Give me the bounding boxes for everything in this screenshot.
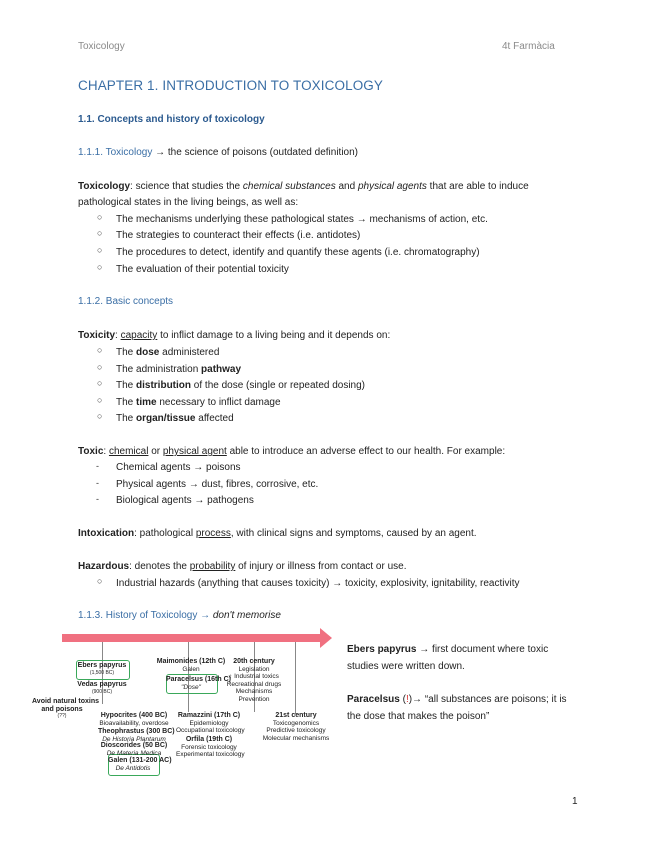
list-item: Industrial hazards (anything that causes toxicity) → toxicity, explosivity, ignitability, reactivity xyxy=(116,578,520,589)
paracelsus-note: Paracelsus (!)→ “all substances are poisons; it is xyxy=(347,694,567,705)
page-number: 1 xyxy=(572,796,578,807)
ebers-note-line2: studies were written down. xyxy=(347,661,465,672)
dash-bullet-icon: - xyxy=(96,478,99,488)
orfila-label: Orfila (19th C) Forensic toxicology Experimental toxicology xyxy=(176,736,245,758)
21st-century-label: 21st century Toxicogenomics Predictive toxicology Molecular mechanisms xyxy=(262,712,330,742)
list-item: The dose administered xyxy=(116,347,220,358)
toxic-definition: Toxic: chemical or physical agent able to introduce an adverse effect to our health. For example: xyxy=(78,446,506,457)
circle-bullet-icon: ○ xyxy=(97,395,103,405)
connector-line xyxy=(295,642,296,714)
paracelsus-label: Paracelsus (16th C) "Dose" xyxy=(166,676,231,691)
dioscorides-label: Dioscorides (50 BC) De Materia Medica xyxy=(100,742,168,757)
header-right: 4t Farmàcia xyxy=(502,41,555,52)
hypocrites-label: Hypocrites (400 BC) Bioavailability, overdose xyxy=(99,712,169,727)
history-timeline-figure xyxy=(30,628,336,778)
circle-bullet-icon: ○ xyxy=(97,362,103,372)
circle-bullet-icon: ○ xyxy=(97,228,103,238)
toxicology-definition-line2: pathological states in the living beings, as well as: xyxy=(78,197,299,208)
timeline-arrow-bar xyxy=(62,634,322,642)
ebers-papyrus-label: Ebers papyrus (1,500 BC) xyxy=(77,662,127,676)
list-item: The administration pathway xyxy=(116,364,242,375)
theophrastus-label: Theophrastus (300 BC) De Historia Plantarum xyxy=(98,728,175,743)
exclamation-mark: ! xyxy=(405,694,409,705)
dash-bullet-icon: - xyxy=(96,494,99,504)
avoid-natural-toxins-label: Avoid natural toxins and poisons (??) xyxy=(32,698,100,719)
ramazzini-label: Ramazzini (17th C) Epidemiology Occupational toxicology xyxy=(176,712,245,734)
circle-bullet-icon: ○ xyxy=(97,411,103,421)
circle-bullet-icon: ○ xyxy=(97,345,103,355)
section-heading: 1.1. Concepts and history of toxicology xyxy=(78,114,265,125)
list-item: Biological agents → pathogens xyxy=(116,495,254,506)
list-item: The time necessary to inflict damage xyxy=(116,397,281,408)
circle-bullet-icon: ○ xyxy=(97,576,103,586)
arrow-head-icon xyxy=(320,628,332,648)
toxicology-definition: Toxicology: science that studies the chemical substances and physical agents that are able to induce xyxy=(78,181,529,192)
list-item: The strategies to counteract their effects (i.e. antidotes) xyxy=(116,230,361,241)
paracelsus-note-line2: the dose that makes the poison” xyxy=(347,711,490,722)
list-item: The mechanisms underlying these pathological states → mechanisms of action, etc. xyxy=(116,214,488,225)
20th-century-label: 20th century Legislation ↑ Industrial toxics Recreational drugs Mechanisms Prevention xyxy=(226,658,282,703)
hazardous-definition: Hazardous: denotes the probability of injury or illness from contact or use. xyxy=(78,561,407,572)
galen-label: Galen (131-200 AC) De Antidotis xyxy=(108,757,172,772)
list-item: The evaluation of their potential toxicity xyxy=(116,264,289,275)
subsection-1-1-1: 1.1.1. Toxicology → the science of poisons (outdated definition) xyxy=(78,147,359,158)
circle-bullet-icon: ○ xyxy=(97,245,103,255)
list-item: The procedures to detect, identify and quantify these agents (i.e. chromatography) xyxy=(116,247,480,258)
list-item: The organ/tissue affected xyxy=(116,413,234,424)
vedas-papyrus-label: Vedas papyrus (900 BC) xyxy=(77,681,127,695)
intoxication-definition: Intoxication: pathological process, with clinical signs and symptoms, caused by an agent. xyxy=(78,528,477,539)
subsection-1-1-2: 1.1.2. Basic concepts xyxy=(78,296,174,307)
header-left: Toxicology xyxy=(78,41,125,52)
subsection-1-1-3: 1.1.3. History of Toxicology → don't memorise xyxy=(78,610,281,621)
list-item: The distribution of the dose (single or repeated dosing) xyxy=(116,380,366,391)
circle-bullet-icon: ○ xyxy=(97,378,103,388)
circle-bullet-icon: ○ xyxy=(97,212,103,222)
list-item: Physical agents → dust, fibres, corrosive, etc. xyxy=(116,479,319,490)
ebers-note: Ebers papyrus → first document where toxic xyxy=(347,644,549,655)
list-item: Chemical agents → poisons xyxy=(116,462,241,473)
dash-bullet-icon: - xyxy=(96,461,99,471)
chapter-title: CHAPTER 1. INTRODUCTION TO TOXICOLOGY xyxy=(78,78,383,93)
toxicity-definition: Toxicity: capacity to inflict damage to a living being and it depends on: xyxy=(78,330,391,341)
circle-bullet-icon: ○ xyxy=(97,262,103,272)
maimonides-label: Maimonides (12th C) Galen xyxy=(156,658,226,673)
